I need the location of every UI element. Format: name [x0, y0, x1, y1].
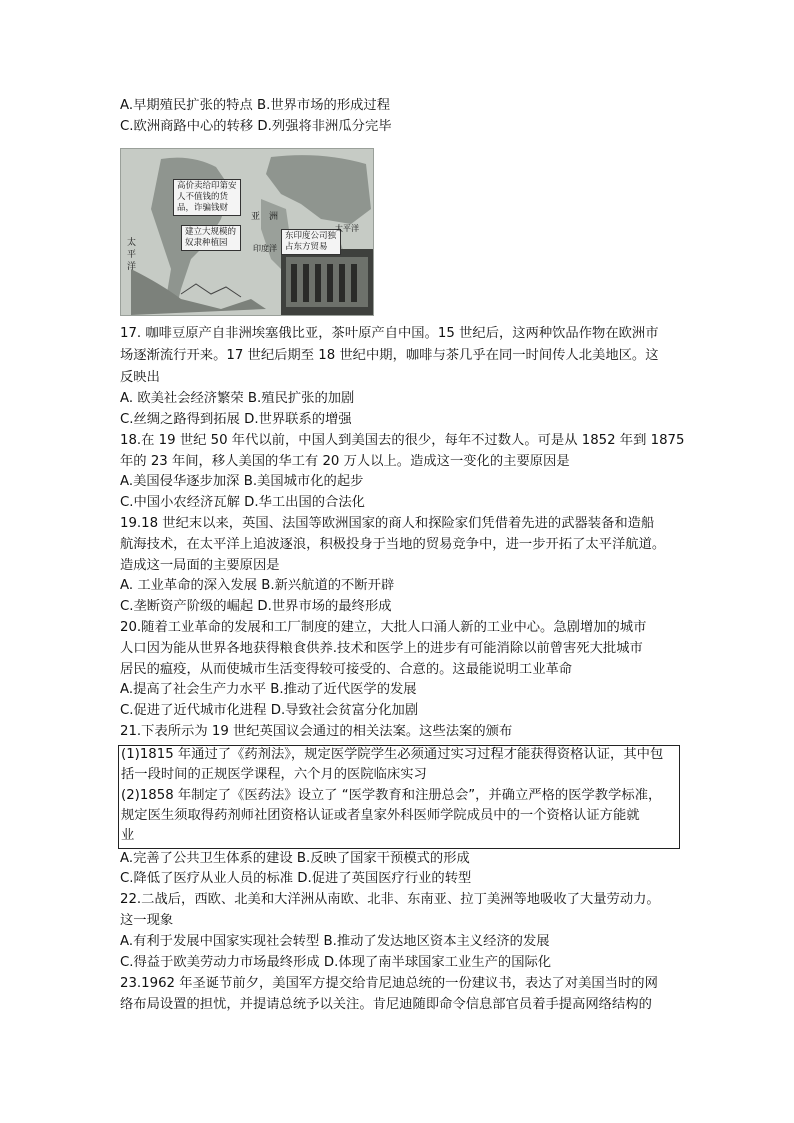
label-asia: 亚 洲	[251, 212, 279, 222]
q17-stem-line1: 17. 咖啡豆原产自非洲埃塞俄比亚，茶叶原产自中国。15 世纪后，这两种饮品作物在欧洲市	[120, 326, 659, 341]
q19-stem-line2: 航海技术，在太平洋上追波逐浪，积极投身于当地的贸易竞争中，进一步开拓了太平洋航道。	[120, 537, 666, 552]
q22-options-line1: A.有利于发展中国家实现社会转型 B.推动了发达地区资本主义经济的发展	[120, 934, 550, 949]
q18-options-line1: A.美国侵华逐步加深 B.美国城市化的起步	[120, 474, 364, 489]
q21-stem-line1: 21.下表所示为 19 世纪英国议会通过的相关法案。这些法案的颁布	[120, 724, 513, 739]
q21-table-line4: 规定医生须取得药剂师社团资格认证或者皇家外科医师学院成员中的一个资格认证方能就	[121, 808, 640, 823]
q17-stem-line3: 反映出	[120, 370, 160, 385]
q21-options-line2: C.降低了医疗从业人员的标准 D.促进了英国医疗行业的转型	[120, 871, 472, 886]
q21-table-line5: 业	[121, 828, 135, 843]
q20-stem-line2: 人口因为能从世界各地获得粮食供养.技术和医学上的进步有可能消除以前曾害死大批城市	[120, 641, 643, 656]
label-pacific-left: 太平洋	[127, 238, 137, 272]
q22-stem-line2: 这一现象	[120, 913, 174, 928]
q19-stem-line1: 19.18 世纪末以来，英国、法国等欧洲国家的商人和探险家们凭借着先进的武器装备和造船	[120, 516, 655, 531]
q16-options-line1: A.早期殖民扩张的特点 B.世界市场的形成过程	[120, 98, 391, 113]
callout-slave-plantation: 建立大规模的奴隶种植园	[181, 225, 241, 251]
q19-options-line1: A. 工业革命的深入发展 B.新兴航道的不断开辟	[120, 578, 395, 593]
q22-stem-line1: 22.二战后，西欧、北美和大洋洲从南欧、北非、东南亚、拉丁美洲等地吸收了大量劳动力。	[120, 892, 660, 907]
q17-options-line1: A. 欧美社会经济繁荣 B.殖民扩张的加剧	[120, 391, 355, 406]
q16-options-line2: C.欧洲商路中心的转移 D.列强将非洲瓜分完毕	[120, 119, 392, 134]
q20-options-line1: A.提高了社会生产力水平 B.推动了近代医学的发展	[120, 682, 417, 697]
q20-stem-line3: 居民的瘟疫，从而使城市生活变得较可接受的、合意的。这最能说明工业革命	[120, 662, 573, 677]
q18-options-line2: C.中国小农经济瓦解 D.华工出国的合法化	[120, 495, 365, 510]
q21-table-line2: 括一段时间的正规医学课程，六个月的医院临床实习	[121, 767, 427, 782]
q22-options-line2: C.得益于欧美劳动力市场最终形成 D.体现了南半球国家工业生产的国际化	[120, 955, 552, 970]
q23-stem-line1: 23.1962 年圣诞节前夕，美国军方提交给肯尼迪总统的一份建议书，表达了对美国当时的网	[120, 976, 658, 991]
q21-options-line1: A.完善了公共卫生体系的建设 B.反映了国家干预模式的形成	[120, 851, 470, 866]
colonial-expansion-map-figure	[120, 148, 374, 316]
q17-options-line2: C.丝绸之路得到拓展 D.世界联系的增强	[120, 412, 352, 427]
q18-stem-line1: 18.在 19 世纪 50 年代以前，中国人到美国去的很少，每年不过数人。可是从 1852 年到 1875	[120, 433, 685, 448]
callout-east-india-company: 东印度公司独占东方贸易	[281, 229, 341, 255]
label-pacific-right: 太平洋	[335, 224, 359, 233]
q23-stem-line2: 络布局设置的担忧，并提请总统予以关注。肯尼迪随即命令信息部官员着手提高网络结构的	[120, 997, 652, 1012]
q17-stem-line2: 场逐渐流行开来。17 世纪后期至 18 世纪中期，咖啡与茶几乎在同一时间传人北美地区。这	[120, 348, 659, 363]
q20-options-line2: C.促进了近代城市化进程 D.导致社会贫富分化加剧	[120, 703, 419, 718]
callout-native-trade: 高价卖给印第安人不值钱的货品，诈骗钱财	[173, 179, 241, 216]
q21-table-line1: (1)1815 年通过了《药剂法》，规定医学院学生必须通过实习过程才能获得资格认证，其中包	[121, 747, 664, 762]
q19-stem-line3: 造成这一局面的主要原因是	[120, 558, 280, 573]
q18-stem-line2: 年的 23 年间，移人美国的华工有 20 万人以上。造成这一变化的主要原因是	[120, 454, 570, 469]
q20-stem-line1: 20.随着工业革命的发展和工厂制度的建立，大批人口涌人新的工业中心。急剧增加的城市	[120, 620, 647, 635]
q21-table-line3: (2)1858 年制定了《医药法》设立了 “医学教育和注册总会”，并确立严格的医学教学标准，	[121, 788, 662, 803]
q19-options-line2: C.垄断资产阶级的崛起 D.世界市场的最终形成	[120, 599, 392, 614]
label-indian-ocean: 印度洋	[253, 244, 277, 253]
